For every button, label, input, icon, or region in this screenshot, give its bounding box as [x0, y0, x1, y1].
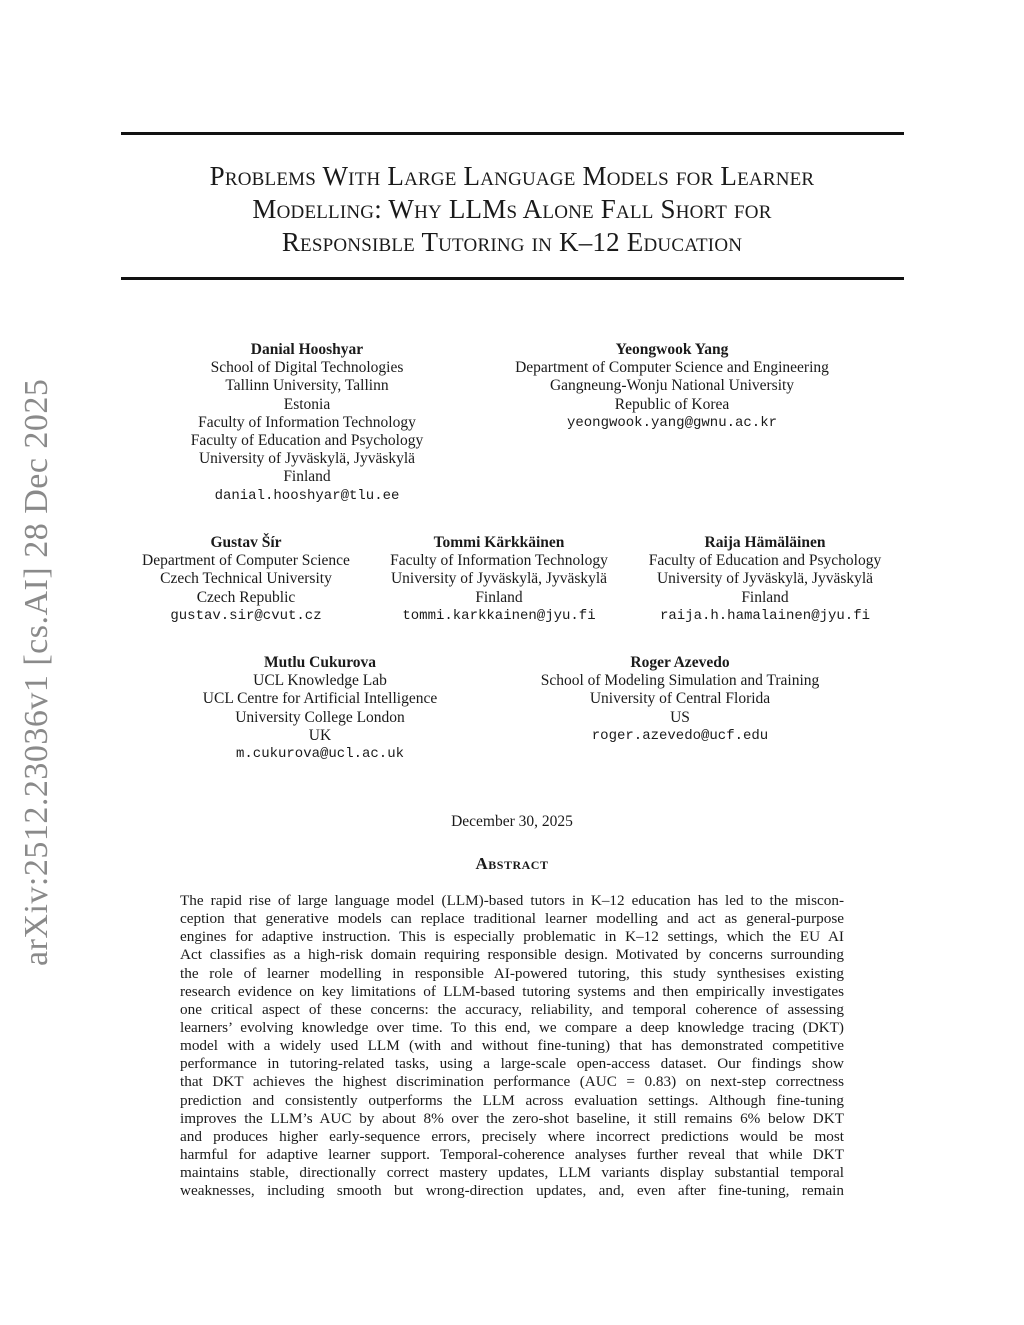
abstract-line: engines for adaptive instruction. This is especially problematic in K–12 settings, which the EU AI	[180, 928, 844, 946]
title-line: Modelling: Why LLMs Alone Fall Short for	[252, 194, 772, 224]
arxiv-stamp: arXiv:2512.23036v1 [cs.AI] 28 Dec 2025	[18, 378, 55, 966]
abstract-line: model with a widely used LLM (with and without fine-tuning) that has demonstrated competitive	[180, 1037, 844, 1055]
author-affiliation: Faculty of Information Technology	[390, 552, 608, 570]
abstract-line: weaknesses, including smooth but wrong-direction updates, and, even after fine-tuning, remain	[180, 1182, 844, 1200]
author-name: Raija Hämäläinen	[704, 534, 826, 551]
author-email[interactable]: yeongwook.yang@gwnu.ac.kr	[566, 414, 778, 431]
author-affiliation: UK	[308, 726, 332, 744]
author-affiliation: Faculty of Education and Psychology	[190, 432, 424, 450]
abstract-line: one critical aspect of these concerns: the accuracy, reliability, and temporal coherence of assessing	[180, 1000, 844, 1018]
author-name: Roger Azevedo	[630, 654, 730, 671]
author-block	[520, 654, 840, 745]
author-affiliation: University of Central Florida	[589, 690, 771, 708]
title-bottom-rule	[121, 277, 904, 280]
author-email[interactable]: tommi.karkkainen@jyu.fi	[402, 607, 596, 624]
author-affiliation: University of Jyväskylä, Jyväskylä	[656, 570, 874, 588]
author-affiliation: Finland	[283, 468, 331, 486]
abstract-line: and produces higher early-sequence errors, precisely where incorrect predictions would be most	[180, 1127, 844, 1145]
author-affiliation: Estonia	[283, 395, 331, 413]
title-line: Problems With Large Language Models for Learner	[209, 161, 815, 191]
abstract-body	[180, 892, 844, 1200]
author-email[interactable]: roger.azevedo@ucf.edu	[591, 727, 769, 744]
abstract-line: improves the LLM’s AUC by about 8% over the zero-shot baseline, it still remains 6% below DKT	[180, 1109, 844, 1127]
author-block	[180, 654, 460, 763]
author-affiliation: Faculty of Information Technology	[198, 413, 416, 431]
author-name: Gustav Šír	[210, 534, 282, 551]
author-affiliation: UCL Knowledge Lab	[253, 672, 387, 690]
author-block	[126, 534, 366, 625]
title-line: Responsible Tutoring in K–12 Education	[281, 227, 743, 257]
author-affiliation: University of Jyväskylä, Jyväskylä	[198, 450, 416, 468]
abstract-line: ception that generative models can replace traditional learner modelling and act as general-purpose	[180, 910, 844, 928]
abstract-line: learners’ evolving knowledge over time. To this end, we compare a deep knowledge tracing (DKT)	[180, 1018, 844, 1036]
paper-title	[100, 160, 924, 259]
author-affiliation: School of Modeling Simulation and Training	[540, 672, 820, 690]
publication-date: December 30, 2025	[451, 813, 573, 830]
author-name: Yeongwook Yang	[615, 341, 729, 358]
author-affiliation: University College London	[235, 708, 405, 726]
author-name: Danial Hooshyar	[250, 341, 364, 358]
author-block	[492, 341, 852, 432]
author-affiliation: Department of Computer Science and Engineering	[515, 359, 829, 377]
abstract-line: maintains stable, directionally correct mastery updates, LLM variants display substantial temporal	[180, 1164, 844, 1182]
author-block	[379, 534, 619, 625]
author-affiliation: Gangneung-Wonju National University	[549, 377, 795, 395]
author-affiliation: Department of Computer Science	[142, 552, 350, 570]
title-top-rule	[121, 132, 904, 135]
author-affiliation: School of Digital Technologies	[210, 359, 404, 377]
author-affiliation: UCL Centre for Artificial Intelligence	[202, 690, 438, 708]
author-affiliation: Finland	[741, 588, 789, 606]
abstract-line: performance in tutoring-related tasks, using a large-scale open-access dataset. Our findings show	[180, 1055, 844, 1073]
author-email[interactable]: gustav.sir@cvut.cz	[170, 607, 322, 624]
author-affiliation: Czech Technical University	[160, 570, 332, 588]
author-affiliation: Republic of Korea	[614, 395, 730, 413]
abstract-line: harmful for adaptive learner support. Temporal-coherence analyses further reveal that while DKT	[180, 1145, 844, 1163]
abstract-line: research evidence on key limitations of LLM-based tutoring systems and then empirically investigates	[180, 982, 844, 1000]
author-affiliation: Czech Republic	[196, 588, 296, 606]
abstract-line: The rapid rise of large language model (LLM)-based tutors in K–12 education has led to the miscon-	[180, 892, 844, 909]
author-email[interactable]: raija.h.hamalainen@jyu.fi	[659, 607, 871, 624]
author-affiliation: Tallinn University, Tallinn	[225, 377, 389, 395]
author-email[interactable]: danial.hooshyar@tlu.ee	[214, 487, 400, 504]
abstract-line: prediction and consistently outperforms the LLM across evaluation settings. Although fine-tuning	[180, 1091, 844, 1109]
author-affiliation: University of Jyväskylä, Jyväskylä	[390, 570, 608, 588]
author-email[interactable]: m.cukurova@ucl.ac.uk	[235, 746, 405, 763]
abstract-heading: Abstract	[475, 854, 549, 873]
author-affiliation: US	[670, 708, 690, 726]
author-name: Tommi Kärkkäinen	[433, 534, 565, 551]
author-block	[157, 341, 457, 505]
abstract-line: the role of learner modelling in responsible AI-powered tutoring, this study synthesises existing	[180, 964, 844, 982]
abstract-line: that DKT achieves the highest discrimination performance (AUC = 0.83) on next-step correctness	[180, 1073, 844, 1091]
author-affiliation: Finland	[475, 588, 523, 606]
author-affiliation: Faculty of Education and Psychology	[648, 552, 882, 570]
abstract-line: Act classifies as a high-risk domain requiring responsible design. Motivated by concerns surrounding	[180, 946, 844, 964]
author-name: Mutlu Cukurova	[263, 654, 377, 671]
author-block	[634, 534, 896, 625]
